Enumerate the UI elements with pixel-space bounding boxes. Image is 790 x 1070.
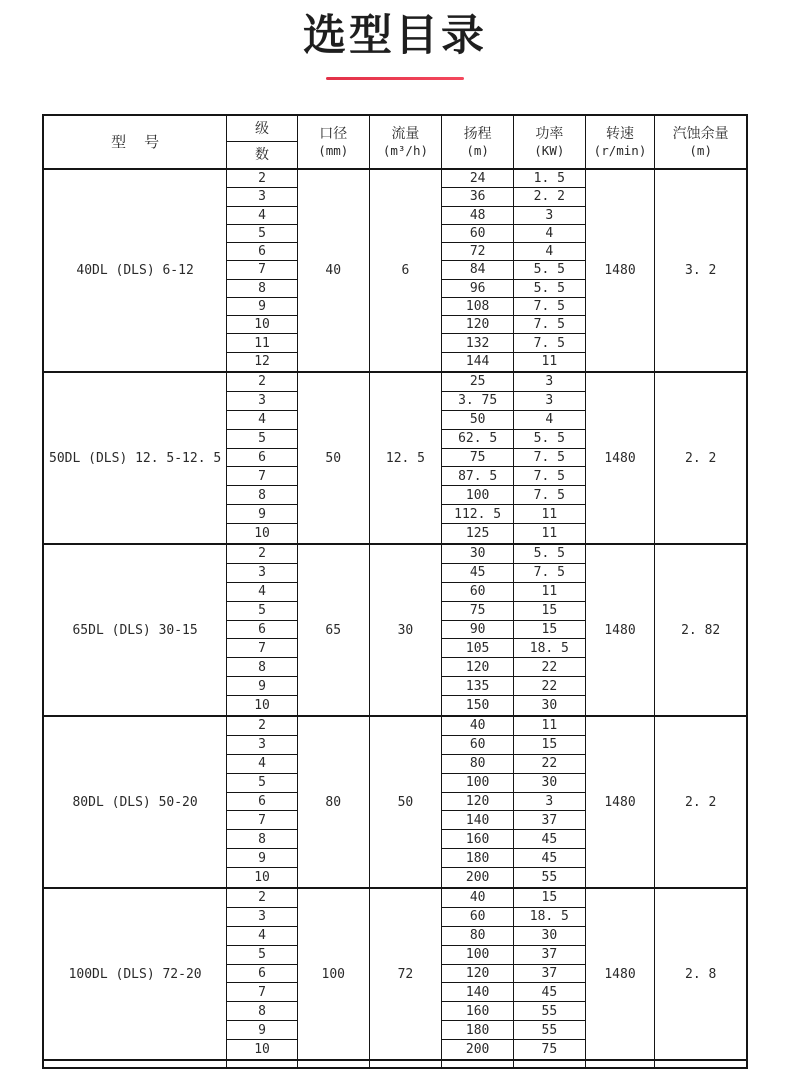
power-cell: 4 [514, 225, 586, 243]
speed-cell: 1480 [586, 170, 656, 371]
header-diameter [298, 116, 370, 168]
head-cell: 144 [442, 353, 514, 371]
head-cell: 100 [442, 946, 514, 965]
header-flow-name: 流量 [391, 125, 420, 142]
power-cell: 11 [514, 524, 586, 543]
model-block [44, 373, 746, 545]
model-block [44, 717, 746, 889]
power-cell: 15 [514, 602, 586, 621]
stages-cell: 4 [227, 411, 298, 430]
head-cell: 100 [442, 486, 514, 505]
power-cell: 1. 5 [514, 170, 586, 188]
partial-cell [44, 1061, 227, 1067]
model-cell: 40DL (DLS) 6-12 [44, 170, 227, 371]
head-cell: 200 [442, 868, 514, 887]
power-cell: 11 [514, 353, 586, 371]
head-cell: 30 [442, 545, 514, 564]
head-cell: 180 [442, 1021, 514, 1040]
power-cell: 7. 5 [514, 564, 586, 583]
power-cell: 4 [514, 243, 586, 261]
header-flow [370, 116, 443, 168]
head-cell: 48 [442, 207, 514, 225]
power-cell: 15 [514, 621, 586, 640]
stages-cell: 5 [227, 225, 298, 243]
power-cell: 15 [514, 889, 586, 908]
stages-cell: 3 [227, 564, 298, 583]
power-cell: 2. 2 [514, 188, 586, 206]
head-cell: 72 [442, 243, 514, 261]
partial-cell [370, 1061, 443, 1067]
power-cell: 5. 5 [514, 261, 586, 279]
next-block-partial [44, 1061, 746, 1067]
stages-cell: 7 [227, 983, 298, 1002]
head-cell: 36 [442, 188, 514, 206]
stages-cell: 5 [227, 602, 298, 621]
head-cell: 24 [442, 170, 514, 188]
power-cell: 45 [514, 983, 586, 1002]
npsh-cell: 2. 2 [685, 450, 717, 466]
head-cell: 125 [442, 524, 514, 543]
stages-cell: 5 [227, 946, 298, 965]
stages-cell: 4 [227, 207, 298, 225]
header-head [442, 116, 514, 168]
catalog-page [0, 10, 790, 1070]
head-cell: 60 [442, 908, 514, 927]
stages-cell: 9 [227, 298, 298, 316]
model-cell: 80DL (DLS) 50-20 [44, 717, 227, 887]
speed-cell: 1480 [586, 545, 656, 715]
head-cell: 96 [442, 280, 514, 298]
head-cell: 120 [442, 793, 514, 812]
header-power [514, 116, 586, 168]
head-cell: 200 [442, 1040, 514, 1059]
npsh-cell: 2. 2 [685, 794, 717, 810]
head-cell: 108 [442, 298, 514, 316]
power-cell: 37 [514, 946, 586, 965]
stages-cell: 6 [227, 621, 298, 640]
head-cell: 84 [442, 261, 514, 279]
stages-cell: 10 [227, 524, 298, 543]
model-cell: 65DL (DLS) 30-15 [44, 545, 227, 715]
stages-cell: 6 [227, 793, 298, 812]
stages-cell: 6 [227, 449, 298, 468]
stages-cell: 7 [227, 811, 298, 830]
header-stages-top: 级 [227, 116, 298, 142]
partial-cell [586, 1061, 656, 1067]
header-power-unit: (KW) [534, 142, 565, 158]
stages-cell: 2 [227, 889, 298, 908]
head-cell: 120 [442, 316, 514, 334]
title-underline [326, 77, 464, 80]
header-diameter-name: 口径 [319, 125, 348, 142]
power-cell: 30 [514, 774, 586, 793]
header-model: 型 号 [44, 116, 227, 168]
power-cell: 11 [514, 583, 586, 602]
partial-cell [514, 1061, 586, 1067]
head-cell: 105 [442, 639, 514, 658]
header-speed [586, 116, 656, 168]
page-title: 选型目录 [303, 11, 487, 61]
diameter-cell: 65 [298, 545, 370, 715]
head-cell: 135 [442, 677, 514, 696]
model-block [44, 545, 746, 717]
stages-cell: 10 [227, 868, 298, 887]
head-cell: 160 [442, 1002, 514, 1021]
stages-cell: 8 [227, 280, 298, 298]
head-cell: 140 [442, 983, 514, 1002]
power-cell: 18. 5 [514, 908, 586, 927]
stages-cell: 12 [227, 353, 298, 371]
head-cell: 80 [442, 927, 514, 946]
flow-cell: 6 [370, 170, 443, 371]
power-cell: 55 [514, 868, 586, 887]
stages-cell: 7 [227, 467, 298, 486]
table-header [44, 116, 746, 170]
stages-cell: 3 [227, 392, 298, 411]
flow-cell: 12. 5 [370, 373, 443, 543]
speed-cell: 1480 [586, 889, 656, 1059]
power-cell: 3 [514, 207, 586, 225]
head-cell: 150 [442, 696, 514, 715]
model-block [44, 889, 746, 1061]
power-cell: 55 [514, 1002, 586, 1021]
head-cell: 40 [442, 717, 514, 736]
header-speed-unit: (r/min) [593, 142, 647, 158]
diameter-cell: 100 [298, 889, 370, 1059]
head-cell: 25 [442, 373, 514, 392]
npsh-cell: 3. 2 [685, 263, 717, 278]
stages-cell: 5 [227, 774, 298, 793]
speed-cell: 1480 [586, 373, 656, 543]
stages-cell: 9 [227, 677, 298, 696]
power-cell: 7. 5 [514, 316, 586, 334]
head-cell: 120 [442, 965, 514, 984]
power-cell: 30 [514, 696, 586, 715]
stages-cell: 3 [227, 908, 298, 927]
stages-cell: 3 [227, 188, 298, 206]
partial-cell [442, 1061, 514, 1067]
head-cell: 62. 5 [442, 430, 514, 449]
power-cell: 22 [514, 658, 586, 677]
header-flow-unit: (m³/h) [382, 142, 429, 158]
power-cell: 45 [514, 849, 586, 868]
header-npsh-unit: (m) [689, 142, 712, 158]
stages-cell: 8 [227, 658, 298, 677]
power-cell: 22 [514, 677, 586, 696]
stages-cell: 7 [227, 639, 298, 658]
head-cell: 75 [442, 602, 514, 621]
table-blocks [44, 170, 746, 1061]
power-cell: 4 [514, 411, 586, 430]
stages-cell: 2 [227, 373, 298, 392]
power-cell: 7. 5 [514, 298, 586, 316]
head-cell: 120 [442, 658, 514, 677]
head-cell: 40 [442, 889, 514, 908]
power-cell: 5. 5 [514, 545, 586, 564]
stages-cell: 9 [227, 1021, 298, 1040]
stages-cell: 5 [227, 430, 298, 449]
power-cell: 45 [514, 830, 586, 849]
power-cell: 7. 5 [514, 449, 586, 468]
power-cell: 18. 5 [514, 639, 586, 658]
partial-cell [298, 1061, 370, 1067]
stages-cell: 4 [227, 583, 298, 602]
head-cell: 60 [442, 225, 514, 243]
head-cell: 45 [442, 564, 514, 583]
stages-cell: 11 [227, 334, 298, 352]
header-head-name: 扬程 [463, 125, 492, 142]
stages-cell: 10 [227, 1040, 298, 1059]
power-cell: 37 [514, 965, 586, 984]
power-cell: 37 [514, 811, 586, 830]
power-cell: 15 [514, 736, 586, 755]
power-cell: 55 [514, 1021, 586, 1040]
power-cell: 3 [514, 793, 586, 812]
power-cell: 7. 5 [514, 334, 586, 352]
stages-cell: 8 [227, 1002, 298, 1021]
flow-cell: 30 [370, 545, 443, 715]
head-cell: 50 [442, 411, 514, 430]
stages-cell: 2 [227, 170, 298, 188]
model-block [44, 170, 746, 373]
stages-cell: 2 [227, 717, 298, 736]
partial-cell [227, 1061, 298, 1067]
diameter-cell: 80 [298, 717, 370, 887]
flow-cell: 72 [370, 889, 443, 1059]
partial-cell [655, 1061, 746, 1067]
head-cell: 100 [442, 774, 514, 793]
power-cell: 5. 5 [514, 430, 586, 449]
head-cell: 75 [442, 449, 514, 468]
header-npsh [655, 116, 746, 168]
power-cell: 3 [514, 373, 586, 392]
stages-cell: 6 [227, 243, 298, 261]
head-cell: 140 [442, 811, 514, 830]
head-cell: 132 [442, 334, 514, 352]
npsh-cell: 2. 8 [685, 966, 717, 982]
head-cell: 180 [442, 849, 514, 868]
header-speed-name: 转速 [606, 125, 635, 142]
stages-cell: 2 [227, 545, 298, 564]
stages-cell: 10 [227, 696, 298, 715]
head-cell: 112. 5 [442, 505, 514, 524]
stages-cell: 10 [227, 316, 298, 334]
power-cell: 30 [514, 927, 586, 946]
model-cell: 100DL (DLS) 72-20 [44, 889, 227, 1059]
power-cell: 11 [514, 505, 586, 524]
header-diameter-unit: (mm) [318, 142, 349, 158]
head-cell: 90 [442, 621, 514, 640]
diameter-cell: 40 [298, 170, 370, 371]
stages-cell: 7 [227, 261, 298, 279]
head-cell: 160 [442, 830, 514, 849]
power-cell: 75 [514, 1040, 586, 1059]
power-cell: 7. 5 [514, 467, 586, 486]
stages-cell: 4 [227, 927, 298, 946]
stages-cell: 3 [227, 736, 298, 755]
diameter-cell: 50 [298, 373, 370, 543]
head-cell: 87. 5 [442, 467, 514, 486]
speed-cell: 1480 [586, 717, 656, 887]
head-cell: 80 [442, 755, 514, 774]
power-cell: 5. 5 [514, 280, 586, 298]
power-cell: 3 [514, 392, 586, 411]
stages-cell: 6 [227, 965, 298, 984]
power-cell: 11 [514, 717, 586, 736]
head-cell: 3. 75 [442, 392, 514, 411]
header-power-name: 功率 [535, 125, 564, 142]
npsh-cell: 2. 82 [681, 622, 721, 638]
power-cell: 7. 5 [514, 486, 586, 505]
head-cell: 60 [442, 583, 514, 602]
stages-cell: 4 [227, 755, 298, 774]
header-head-unit: (m) [466, 142, 489, 158]
power-cell: 22 [514, 755, 586, 774]
selection-table [42, 114, 748, 1069]
stages-cell: 9 [227, 849, 298, 868]
header-stages-bottom: 数 [227, 142, 298, 168]
stages-cell: 8 [227, 486, 298, 505]
stages-cell: 8 [227, 830, 298, 849]
flow-cell: 50 [370, 717, 443, 887]
header-npsh-name: 汽蚀余量 [672, 125, 729, 142]
head-cell: 60 [442, 736, 514, 755]
model-cell: 50DL (DLS) 12. 5-12. 5 [44, 373, 227, 543]
stages-cell: 9 [227, 505, 298, 524]
